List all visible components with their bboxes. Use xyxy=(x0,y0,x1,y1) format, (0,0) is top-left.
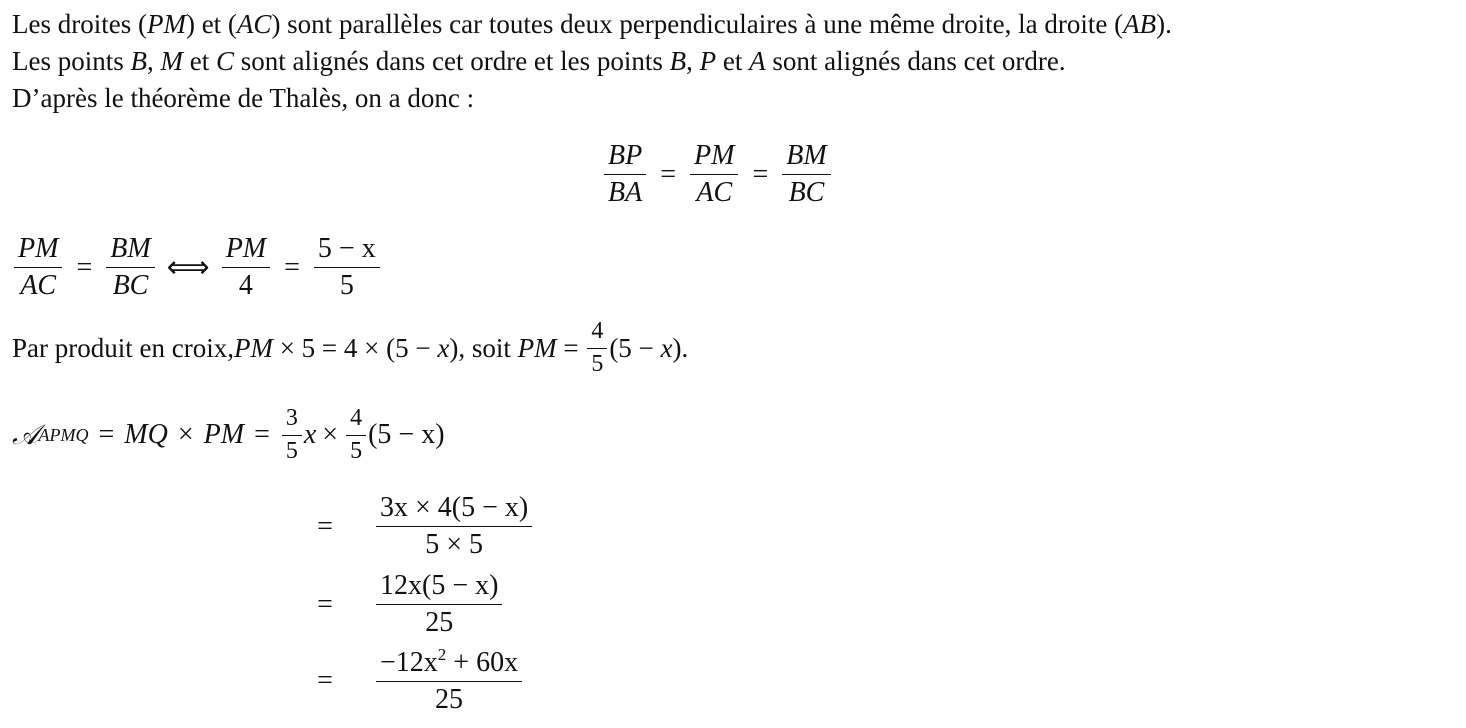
math-b: B xyxy=(130,46,147,76)
equals-sign: = xyxy=(752,158,769,190)
fraction-step-3: $\frac{-12x^2 + 60x}{25}$ xyxy=(376,645,522,716)
fraction-5-minus-x-over-5: $\frac{5 - x}{5}$ xyxy=(314,233,380,302)
fraction-step-1: $\frac{3x \times 4(5 - x)}{5 \times 5}$ xyxy=(376,492,532,561)
fraction-4-5: $\frac{4}{5}$ xyxy=(587,318,607,378)
math-ac: AC xyxy=(236,9,272,39)
area-step-3: = $\frac{-12x^2 + 60x}{25}$ xyxy=(300,645,526,716)
equals-sign: = xyxy=(284,251,300,283)
text-segment: sont alignés dans cet ordre et les points xyxy=(234,46,670,76)
text-segment: et xyxy=(183,46,216,76)
text-segment: Les points xyxy=(12,46,131,76)
text-segment: Les droites ( xyxy=(12,9,147,39)
fraction-pm-ac: $\frac{PM}{AC}$ xyxy=(14,233,62,302)
equals-sign: = xyxy=(76,251,93,283)
fraction-bm-bc: $\frac{BM}{BC}$ xyxy=(106,233,154,302)
fraction-pm-ac: $\frac{PM}{AC}$ xyxy=(690,140,738,209)
fraction-bp-ba: $\frac{BP}{BA}$ xyxy=(604,140,646,209)
fraction-4-5: $\frac{4}{5}$ xyxy=(346,405,366,465)
cross-product-line: Par produit en croix, PM × 5 = 4 × (5 − x ), soit PM = $\frac{4}{5}$ (5 − x ). xyxy=(12,318,689,377)
text-segment: sont alignés dans cet ordre. xyxy=(765,46,1066,76)
text-segment: et xyxy=(716,46,750,76)
area-step-1: = $\frac{3x \times 4(5 - x)}{5 \times 5}$ xyxy=(300,492,536,561)
equivalence-arrow-icon: ⟺ xyxy=(166,250,210,286)
math-a: A xyxy=(749,46,766,76)
math-pm: PM xyxy=(146,9,186,39)
text-segment: D’après le théorème de Thalès, on a donc : xyxy=(12,83,475,113)
math-ab: AB xyxy=(1123,9,1157,39)
area-symbol: 𝒜 xyxy=(12,418,39,452)
ratio-equation xyxy=(10,233,384,302)
area-equation: 𝒜 APMQ = MQ × PM = $\frac{3}{5}$ x × $\frac{4}{5}$ (5 − x) xyxy=(12,405,445,464)
math-p: P xyxy=(699,46,717,76)
text-segment: , xyxy=(686,46,700,76)
fraction-step-2: $\frac{12x(5 - x)}{25}$ xyxy=(376,570,502,639)
text-segment: ) sont parallèles car toutes deux perpendiculaires à une même droite, la droite ( xyxy=(271,9,1124,39)
text-segment: ). xyxy=(1156,9,1172,39)
text-segment: , xyxy=(147,46,161,76)
fraction-pm-4: $\frac{PM}{4}$ xyxy=(222,233,270,302)
text-segment: ) et ( xyxy=(185,9,237,39)
text-segment: Par produit en croix, xyxy=(12,332,234,363)
math-m: M xyxy=(160,46,183,76)
text-line-2 xyxy=(12,43,1066,79)
text-line-1 xyxy=(12,6,1172,42)
text-line-3 xyxy=(12,80,474,116)
math-c: C xyxy=(216,46,235,76)
fraction-bm-bc: $\frac{BM}{BC}$ xyxy=(782,140,830,209)
thales-equation xyxy=(600,140,835,209)
fraction-3-5: $\frac{3}{5}$ xyxy=(282,405,302,465)
area-step-2: = $\frac{12x(5 - x)}{25}$ xyxy=(300,570,506,639)
math-b: B xyxy=(669,46,687,76)
equals-sign: = xyxy=(660,158,677,190)
